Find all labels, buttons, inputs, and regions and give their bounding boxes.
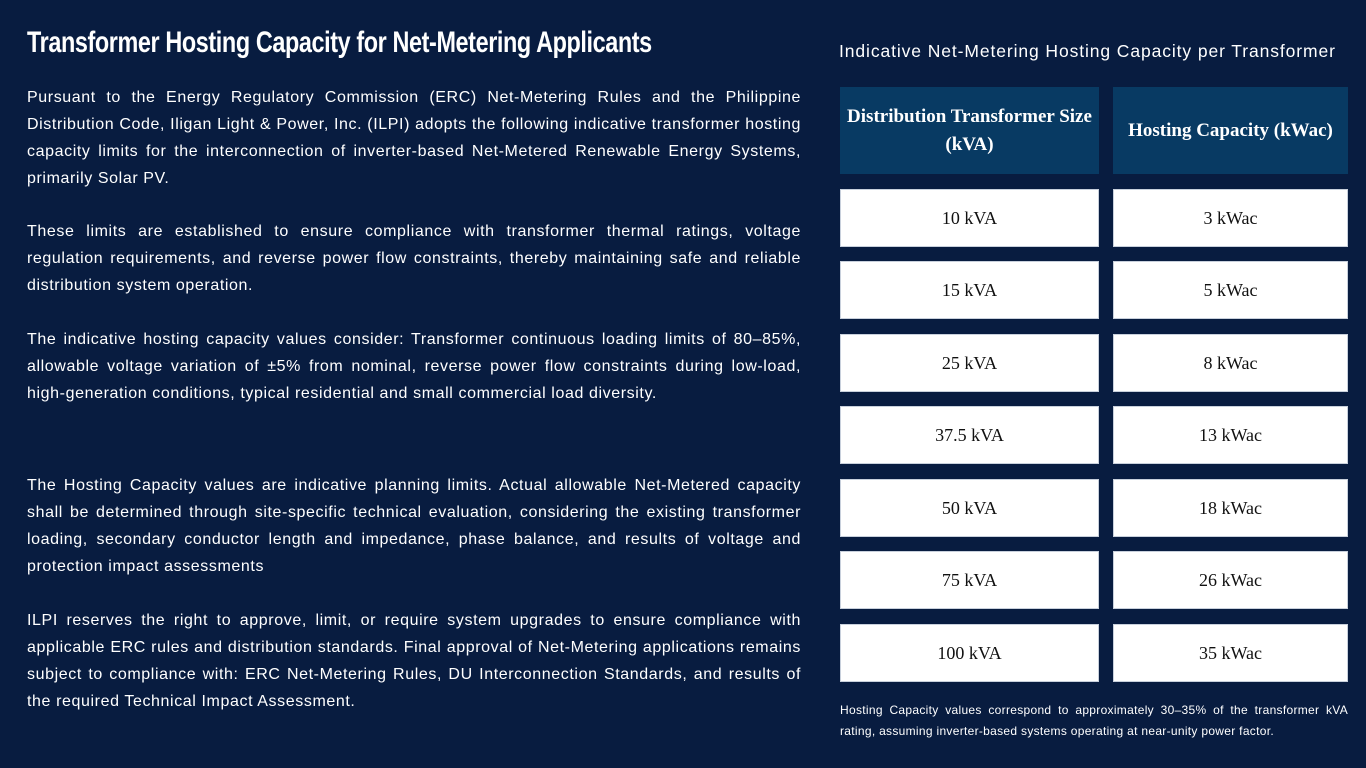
table-footnote: Hosting Capacity values correspond to approximately 30–35% of the transformer kVA rating, assuming inverter-based systems operating at near-unity power factor. — [840, 703, 1348, 738]
header-hosting-capacity: Hosting Capacity (kWac) — [1113, 87, 1348, 174]
page-title: Transformer Hosting Capacity for Net-Metering Applicants — [27, 26, 652, 59]
header-transformer-size: Distribution Transformer Size (kVA) — [840, 87, 1099, 174]
table-title: Indicative Net-Metering Hosting Capacity per Transformer — [839, 41, 1336, 61]
table-cell-size: 75 kVA — [840, 551, 1099, 609]
intro-paragraph: Pursuant to the Energy Regulatory Commission (ERC) Net-Metering Rules and the Philippine Distribution Code, Iligan Light & Power, Inc. (ILPI) adopts the following indicative transformer hosting capacity limits for the interconnection of inverter-based Net-Metered Renewable Energy Systems, primarily Solar PV. — [27, 89, 801, 187]
table-cell-capacity: 26 kWac — [1113, 551, 1348, 609]
table-cell-capacity: 5 kWac — [1113, 261, 1348, 319]
planning-limits-paragraph: The Hosting Capacity values are indicative planning limits. Actual allowable Net-Metered capacity shall be determined through site-specific technical evaluation, considering the existing transformer loading, secondary conductor length and impedance, phase balance, and results of voltage and protection impact assessments — [27, 477, 801, 575]
approval-paragraph: ILPI reserves the right to approve, limit, or require system upgrades to ensure compliance with applicable ERC rules and distribution standards. Final approval of Net-Metering applications remains subject to compliance with: ERC Net-Metering Rules, DU Interconnection Standards, and results of the required Technical Impact Assessment. — [27, 612, 801, 710]
table-cell-capacity: 18 kWac — [1113, 479, 1348, 537]
considerations-paragraph: The indicative hosting capacity values consider: Transformer continuous loading limits of 80–85%, allowable voltage variation of ±5% from nominal, reverse power flow constraints during low-load, high-generation conditions, typical residential and small commercial load diversity. — [27, 331, 801, 402]
table-cell-capacity: 3 kWac — [1113, 189, 1348, 247]
table-cell-size: 50 kVA — [840, 479, 1099, 537]
table-cell-capacity: 13 kWac — [1113, 406, 1348, 464]
table-cell-size: 100 kVA — [840, 624, 1099, 682]
table-cell-size: 37.5 kVA — [840, 406, 1099, 464]
table-cell-capacity: 8 kWac — [1113, 334, 1348, 392]
table-cell-size: 25 kVA — [840, 334, 1099, 392]
table-cell-capacity: 35 kWac — [1113, 624, 1348, 682]
table-cell-size: 15 kVA — [840, 261, 1099, 319]
limits-paragraph: These limits are established to ensure compliance with transformer thermal ratings, voltage regulation requirements, and reverse power flow constraints, thereby maintaining safe and reliable distribution system operation. — [27, 223, 801, 294]
table-cell-size: 10 kVA — [840, 189, 1099, 247]
